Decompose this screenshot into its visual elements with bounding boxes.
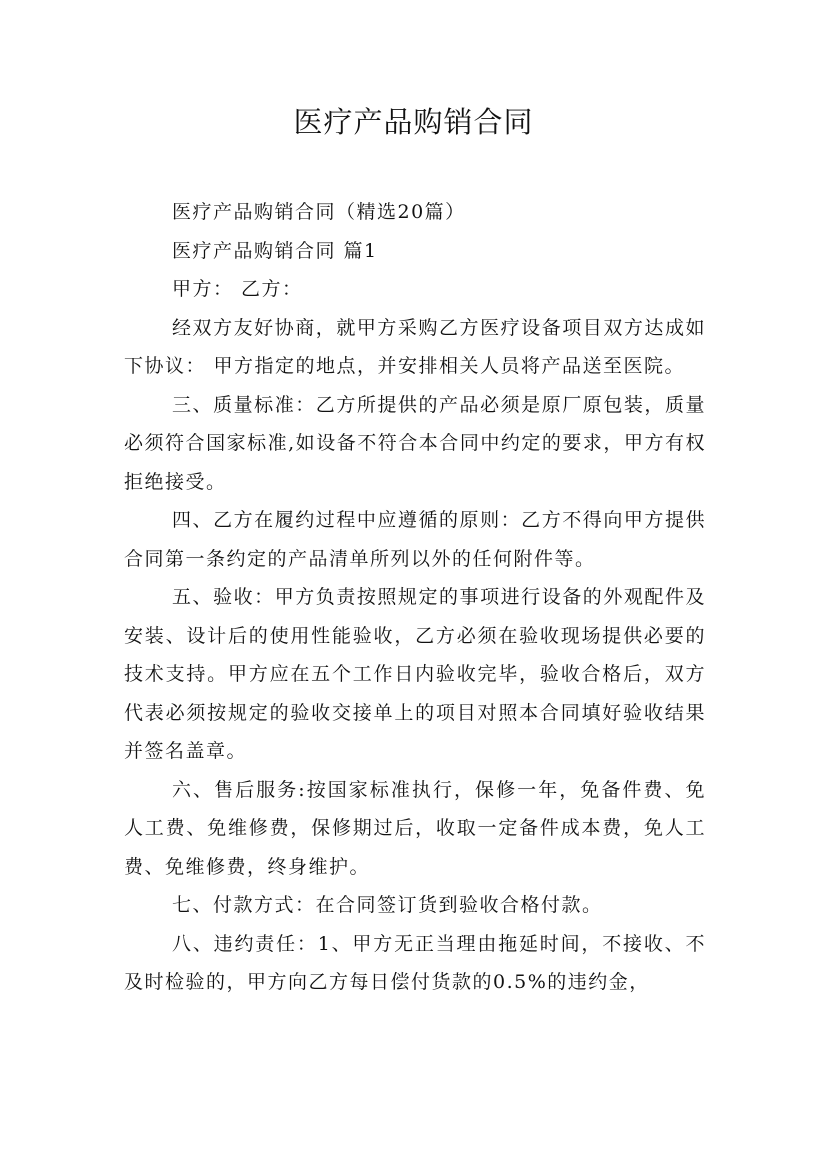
- paragraph: 甲方： 乙方：: [172, 278, 303, 300]
- paragraph: 五、验收：甲方负责按照规定的事项进行设备的外观配件及安装、设计后的使用性能验收，乙方必须在验收现场提供必要的技术支持。甲方应在五个工作日内验收完毕，验收合格后，双方代表必须按规定的验收交接单上的项目对照本合同填好验收结果并签名盖章。: [124, 586, 706, 762]
- paragraph: 六、售后服务:按国家标准执行，保修一年，免备件费、免人工费、免维修费，保修期过后，收取一定备件成本费，免人工费、免维修费，终身维护。: [124, 778, 706, 878]
- paragraph: 八、违约责任：1、甲方无正当理由拖延时间，不接收、不及时检验的，甲方向乙方每日偿付货款的0.5%的违约金，: [124, 932, 706, 993]
- paragraph: 医疗产品购销合同（精选20篇）: [172, 201, 466, 223]
- paragraph: 四、乙方在履约过程中应遵循的原则：乙方不得向甲方提供合同第一条约定的产品清单所列以外的任何附件等。: [124, 509, 706, 570]
- document-body: [124, 193, 706, 1002]
- paragraph: 经双方友好协商，就甲方采购乙方医疗设备项目双方达成如下协议： 甲方指定的地点，并安排相关人员将产品送至医院。: [124, 316, 706, 377]
- paragraph: 医疗产品购销合同 篇1: [172, 239, 378, 262]
- paragraph: 七、付款方式：在合同签订货到验收合格付款。: [172, 894, 603, 916]
- paragraph: 三、质量标准：乙方所提供的产品必须是原厂原包装，质量必须符合国家标准,如设备不符合本合同中约定的要求，甲方有权拒绝接受。: [124, 393, 706, 493]
- document-title: 医疗产品购销合同: [293, 105, 534, 139]
